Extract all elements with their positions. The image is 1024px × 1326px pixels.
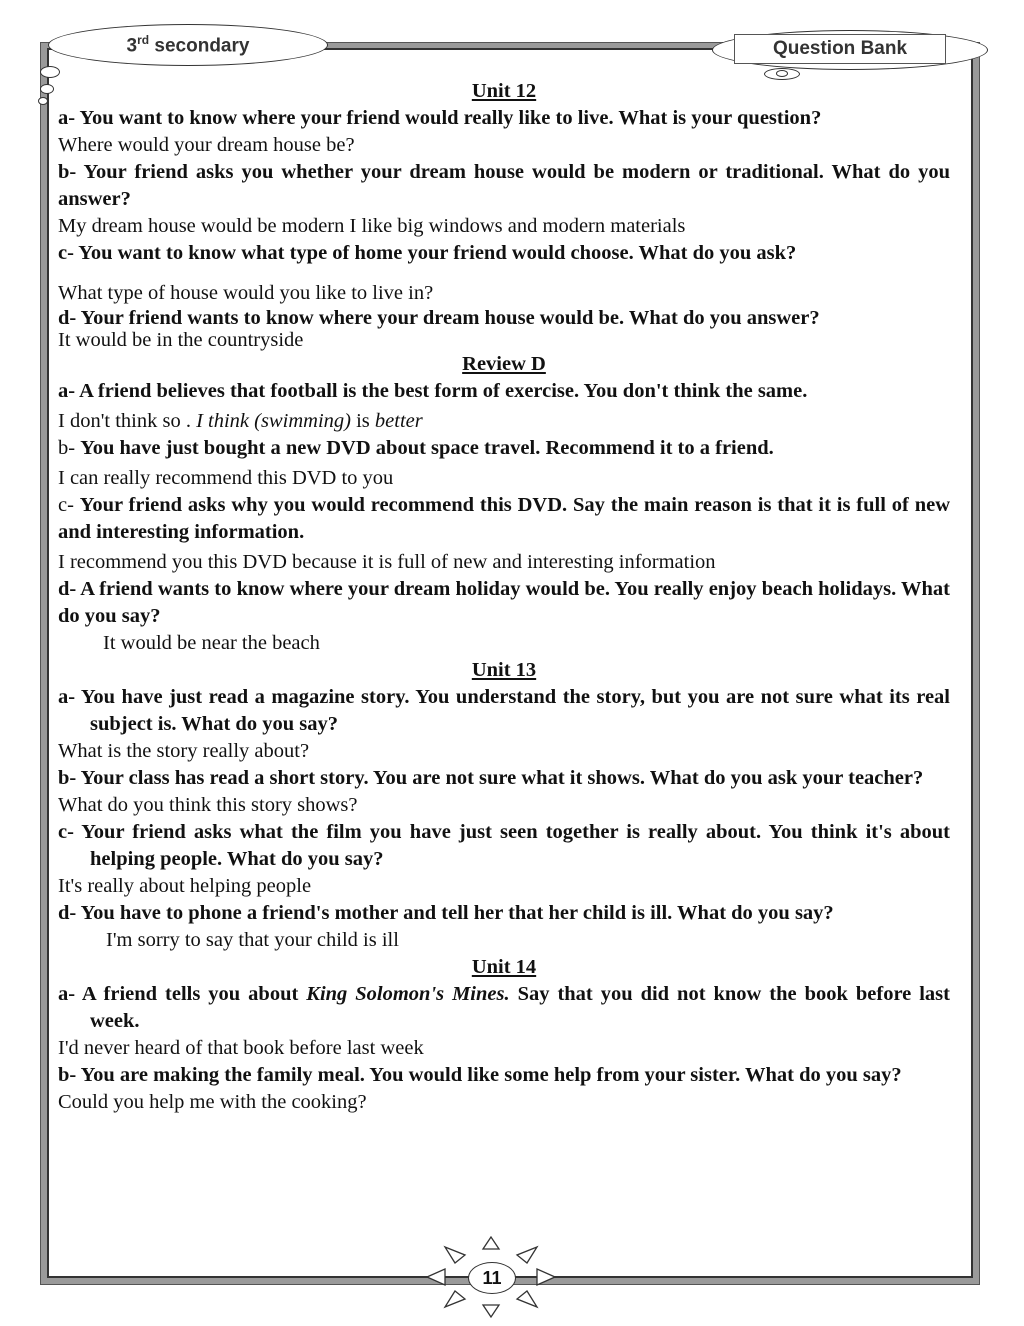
unit-13-question-b: b- Your class has read a short story. You are not sure what it shows. What do you ask your teacher?: [58, 767, 924, 789]
unit-12-question-c: c- You want to know what type of home your friend would choose. What do you ask?: [58, 242, 797, 264]
review-d-answer-d: It would be near the beach: [103, 632, 320, 654]
unit-14-question-b: b- You are making the family meal. You would like some help from your sister. What do you say?: [58, 1064, 902, 1086]
unit-13-answer-d: I'm sorry to say that your child is ill: [106, 929, 399, 951]
unit-12-question-a: a- You want to know where your friend would really like to live. What is your question?: [58, 107, 822, 129]
unit-14-answer-a: I'd never heard of that book before last week: [58, 1037, 424, 1059]
unit-13-answer-c: It's really about helping people: [58, 875, 312, 897]
review-d-heading: Review D: [462, 353, 546, 375]
cloud-bubble: [40, 66, 60, 78]
unit-13-answer-b: What do you think this story shows?: [58, 794, 358, 816]
review-d-answer-c: I recommend you this DVD because it is full of new and interesting information: [58, 551, 716, 573]
question-content: [58, 78, 950, 1116]
question-bank-label: Question Bank: [734, 34, 946, 64]
cloud-bubble: [40, 84, 54, 94]
unit-14-heading: Unit 14: [471, 956, 537, 978]
review-d-question-a: a- A friend believes that football is the best form of exercise. You don't think the same.: [58, 380, 808, 402]
unit-12-answer-d: It would be in the countryside: [58, 329, 304, 351]
unit-13-answer-a: What is the story really about?: [58, 740, 310, 762]
unit-13-question-a: a- You have just read a magazine story. You understand the story, but you are not sure what its real subject is. What do you say?: [58, 686, 950, 735]
unit-12-heading: Unit 12: [471, 80, 537, 102]
review-d-answer-a: I don't think so . I think (swimming) is better: [58, 410, 423, 432]
unit-14-question-a: a- A friend tells you about King Solomon's Mines. Say that you did not know the book before last week.: [58, 983, 950, 1032]
review-d-answer-b: I can really recommend this DVD to you: [58, 467, 394, 489]
unit-13-heading: Unit 13: [471, 659, 537, 681]
header-level-cloud: [48, 24, 328, 66]
unit-12-answer-a: Where would your dream house be?: [58, 134, 355, 156]
review-d-question-d: d- A friend wants to know where your dream holiday would be. You really enjoy beach holidays. What do you say?: [58, 578, 950, 627]
unit-12-question-d: d- Your friend wants to know where your dream house would be. What do you answer?: [58, 307, 820, 329]
unit-12-answer-c: What type of house would you like to live in?: [58, 282, 434, 304]
unit-13-question-c: c- Your friend asks what the film you have just seen together is really about. You think it's about helping people. What do you say?: [58, 821, 950, 870]
unit-13-question-d: d- You have to phone a friend's mother and tell her that her child is ill. What do you say?: [58, 902, 834, 924]
header-level-label: 3rd secondary: [126, 32, 250, 57]
page-number: 11: [468, 1262, 516, 1294]
unit-12-question-b: b- Your friend asks you whether your dream house would be modern or traditional. What do you answer?: [58, 161, 950, 210]
cloud-bubble: [776, 70, 788, 77]
cloud-bubble: [38, 97, 48, 105]
review-d-question-b: b- You have just bought a new DVD about space travel. Recommend it to a friend.: [58, 437, 774, 459]
unit-12-answer-b: My dream house would be modern I like big windows and modern materials: [58, 215, 686, 237]
unit-14-answer-b: Could you help me with the cooking?: [58, 1091, 367, 1113]
review-d-question-c: c- Your friend asks why you would recommend this DVD. Say the main reason is that it is full of new and interesting information.: [58, 494, 950, 543]
